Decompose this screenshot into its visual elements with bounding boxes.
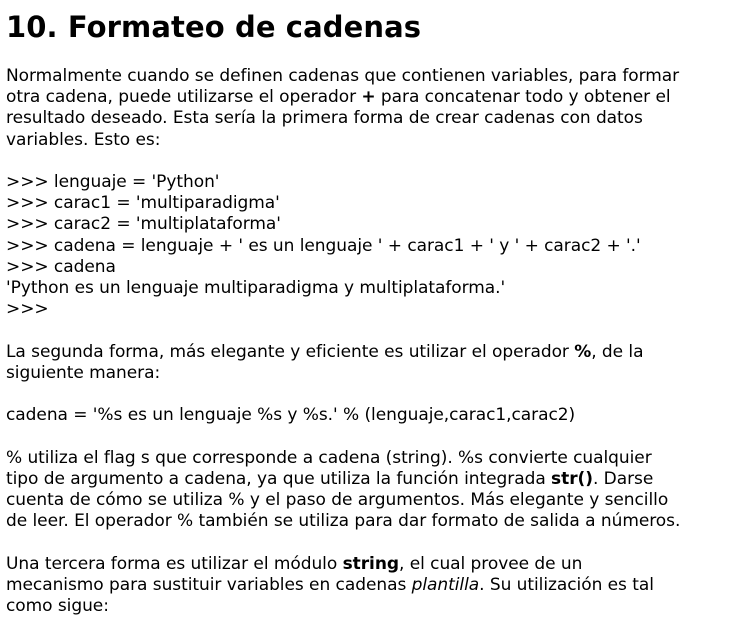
intro-line-2-end: para concatenar todo y obtener el xyxy=(375,87,671,108)
explanation-line-1: % utiliza el flag s que corresponde a cadena (string). %s convierte cualquier xyxy=(6,447,652,468)
spacer xyxy=(6,320,739,341)
second-way-line-1-start: La segunda forma, más elegante y eficiente es utilizar el operador xyxy=(6,341,575,362)
code-line: >>> lenguaje = 'Python' xyxy=(6,172,220,192)
explanation-line-2-end: . Darse xyxy=(592,468,654,489)
third-way-line-1 xyxy=(6,554,739,575)
explanation-line-2 xyxy=(6,469,739,490)
explanation-line-2-start: tipo de argumento a cadena, ya que utiliza la función integrada xyxy=(6,468,552,489)
code-line: >>> carac1 = 'multiparadigma' xyxy=(6,193,280,214)
second-way-line-1-end: , de la xyxy=(591,341,644,362)
third-way-line-2-end: . Su utilización es tal xyxy=(479,574,654,595)
string-module: string xyxy=(342,553,399,574)
paragraph-third-way xyxy=(6,554,739,618)
second-way-line-2: siguiente manera: xyxy=(6,362,161,383)
spacer xyxy=(6,384,739,405)
spacer xyxy=(6,532,739,553)
document-body xyxy=(6,46,739,617)
plantilla-term: plantilla xyxy=(411,574,480,595)
spacer xyxy=(6,46,739,66)
intro-line-4: variables. Esto es: xyxy=(6,129,161,150)
code-prompt-line: >>> xyxy=(6,299,49,320)
code-example-concatenation xyxy=(6,172,739,320)
code-output-line: 'Python es un lenguaje multiparadigma y multiplataforma.' xyxy=(6,278,506,299)
intro-line-2 xyxy=(6,87,739,108)
explanation-line-4: de leer. El operador % también se utiliza para dar formato de salida a números. xyxy=(6,511,681,532)
code-line: >>> carac2 = 'multiplataforma' xyxy=(6,214,281,235)
spacer xyxy=(6,426,739,447)
plus-operator: + xyxy=(361,87,376,108)
spacer xyxy=(6,151,739,172)
third-way-line-1-end: , el cual provee de un xyxy=(399,553,583,574)
third-way-line-1-start: Una tercera forma es utilizar el módulo xyxy=(6,553,343,574)
str-function: str() xyxy=(551,468,593,489)
intro-line-1: Normalmente cuando se definen cadenas que contienen variables, para formar xyxy=(6,66,680,86)
explanation-line-3: cuenta de cómo se utiliza % y el paso de argumentos. Más elegante y sencillo xyxy=(6,490,669,510)
paragraph-percent-explanation xyxy=(6,448,739,533)
paragraph-intro xyxy=(6,66,739,151)
section-title: 10. Formateo de cadenas xyxy=(6,10,422,44)
percent-operator: % xyxy=(574,341,592,362)
third-way-line-2 xyxy=(6,575,739,596)
code-line: >>> cadena = lenguaje + ' es un lenguaje ' + carac1 + ' y ' + carac2 + '.' xyxy=(6,235,641,256)
intro-line-2-start: otra cadena, puede utilizarse el operador xyxy=(6,87,362,108)
third-way-line-3: como sigue: xyxy=(6,596,109,616)
second-way-line-1 xyxy=(6,342,739,363)
intro-line-3: resultado deseado. Esta sería la primera forma de crear cadenas con datos xyxy=(6,108,643,129)
third-way-line-2-start: mecanismo para sustituir variables en cadenas xyxy=(6,574,412,595)
code-example-percent: cadena = '%s es un lenguaje %s y %s.' % (lenguaje,carac1,carac2) xyxy=(6,405,576,426)
code-line: >>> cadena xyxy=(6,256,116,277)
paragraph-second-way xyxy=(6,342,739,384)
